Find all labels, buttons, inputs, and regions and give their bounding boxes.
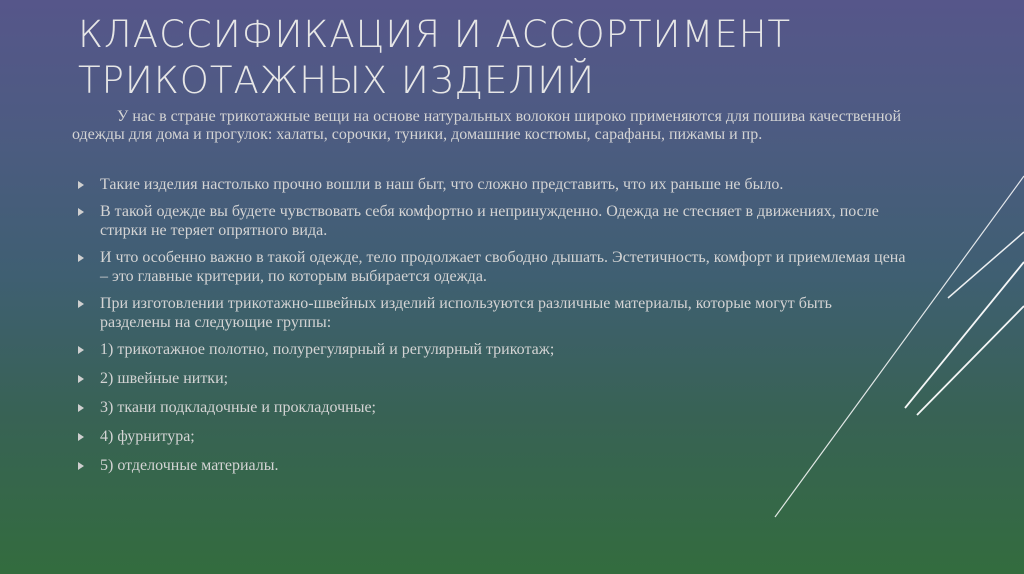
- deco-line-3: [917, 306, 1024, 415]
- list-item-text: 3) ткани подкладочные и прокладочные;: [100, 399, 376, 416]
- list-item-text: 4) фурнитура;: [100, 428, 195, 445]
- list-item-text: При изготовлении трикотажно-швейных изделий используются различные материалы, которые могут быть разделены на следующие группы:: [100, 295, 832, 331]
- title-line-1: КЛАССИФИКАЦИЯ И АССОРТИМЕНТ: [78, 13, 792, 56]
- list-item-text: 1) трикотажное полотно, полурегулярный и регулярный трикотаж;: [100, 341, 555, 358]
- deco-line-4: [775, 176, 1024, 517]
- list-item-text: 2) швейные нитки;: [100, 370, 229, 387]
- title-line-2: ТРИКОТАЖНЫХ ИЗДЕЛИЙ: [78, 59, 596, 102]
- list-item-text: 5) отделочные материалы.: [100, 457, 279, 474]
- list-item-text: В такой одежде вы будете чувствовать себя комфортно и непринужденно. Одежда не стесняет в движениях, после стирки не теряет опрятного вида.: [100, 203, 879, 239]
- list-item-text: Такие изделия настолько прочно вошли в наш быт, что сложно представить, что их раньше не было.: [100, 176, 784, 193]
- intro-paragraph: У нас в стране трикотажные вещи на основе натуральных волокон широко применяются для пошива качественной одежды для дома и прогулок: халаты, сорочки, туники, домашние костюмы, сарафаны, пижамы и пр.: [72, 108, 902, 143]
- list-item-text: И что особенно важно в такой одежде, тело продолжает свободно дышать. Эстетичность, комфорт и приемлемая цена – это главные критерии, по которым выбирается одежда.: [100, 249, 906, 285]
